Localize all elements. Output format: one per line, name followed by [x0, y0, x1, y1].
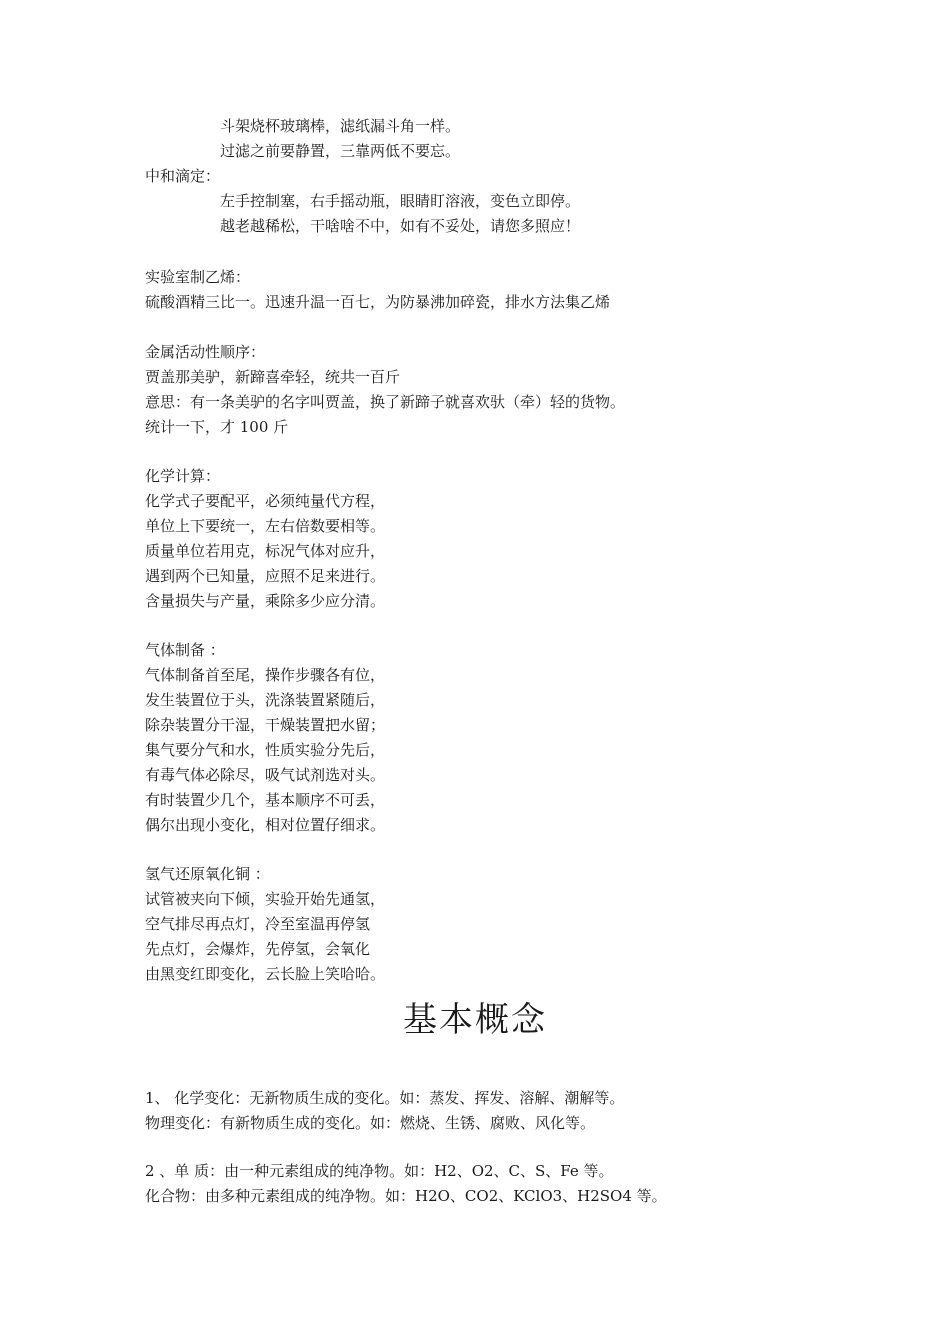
filter-line-2: 过滤之前要静置，三靠两低不要忘。: [220, 142, 461, 160]
section-title-basic-concepts: 基本概念: [403, 1000, 547, 1040]
gas-line-7: 偶尔出现小变化，相对位置仔细求。: [145, 816, 386, 834]
calc-line-1: 化学式子要配平，必须纯量代方程，: [145, 492, 386, 510]
calc-heading: 化学计算：: [145, 467, 221, 485]
gas-line-6: 有时装置少几个，基本顺序不可丢，: [145, 791, 386, 809]
calc-line-3: 质量单位若用克，标况气体对应升，: [145, 542, 386, 560]
metal-line-2: 意思：有一条美驴的名字叫贾盖，换了新蹄子就喜欢驮（牵）轻的货物。: [145, 393, 626, 411]
calc-line-5: 含量损失与产量，乘除多少应分清。: [145, 592, 386, 610]
filter-line-1: 斗架烧杯玻璃棒，滤纸漏斗角一样。: [220, 117, 461, 135]
gas-line-3: 除杂装置分干湿，干燥装置把水留；: [145, 716, 386, 734]
gas-line-2: 发生装置位于头，洗涤装置紧随后，: [145, 691, 386, 709]
concept-line-4: 化合物：由多种元素组成的纯净物。如：H2O、CO2、KClO3、H2SO4 等。: [145, 1187, 667, 1205]
titration-line-1: 左手控制塞，右手摇动瓶，眼睛盯溶液，变色立即停。: [220, 192, 581, 210]
calc-line-4: 遇到两个已知量，应照不足来进行。: [145, 567, 386, 585]
metal-line-1: 贾盖那美驴，新蹄喜牵轻，统共一百斤: [145, 368, 401, 386]
gas-line-5: 有毒气体必除尽，吸气试剂选对头。: [145, 766, 386, 784]
ethylene-line-1: 硫酸酒精三比一。迅速升温一百七，为防暴沸加碎瓷，排水方法集乙烯: [145, 293, 611, 311]
titration-heading: 中和滴定：: [145, 167, 221, 185]
concept-line-2: 物理变化：有新物质生成的变化。如：燃烧、生锈、腐败、风化等。: [145, 1114, 596, 1132]
hydrogen-line-2: 空气排尽再点灯，冷至室温再停氢: [145, 915, 371, 933]
hydrogen-line-3: 先点灯，会爆炸，先停氢，会氧化: [145, 940, 371, 958]
calc-line-2: 单位上下要统一，左右倍数要相等。: [145, 517, 386, 535]
hydrogen-heading: 氢气还原氧化铜 ：: [145, 865, 270, 883]
gas-line-1: 气体制备首至尾，操作步骤各有位，: [145, 666, 386, 684]
concept-line-3: 2 、单 质：由一种元素组成的纯净物。如：H2、O2、C、S、Fe 等。: [145, 1162, 614, 1180]
ethylene-heading: 实验室制乙烯：: [145, 268, 251, 286]
gas-heading: 气体制备 ：: [145, 641, 225, 659]
hydrogen-line-4: 由黑变红即变化，云长脸上笑哈哈。: [145, 965, 386, 983]
metal-heading: 金属活动性顺序：: [145, 343, 266, 361]
titration-line-2: 越老越稀松，干啥啥不中，如有不妥处，请您多照应！: [220, 217, 581, 235]
metal-line-3: 统计一下，才 100 斤: [145, 418, 289, 436]
hydrogen-line-1: 试管被夹向下倾，实验开始先通氢，: [145, 890, 386, 908]
gas-line-4: 集气要分气和水，性质实验分先后，: [145, 741, 386, 759]
concept-line-1: 1、 化学变化：无新物质生成的变化。如：蒸发、挥发、溶解、潮解等。: [145, 1089, 625, 1107]
